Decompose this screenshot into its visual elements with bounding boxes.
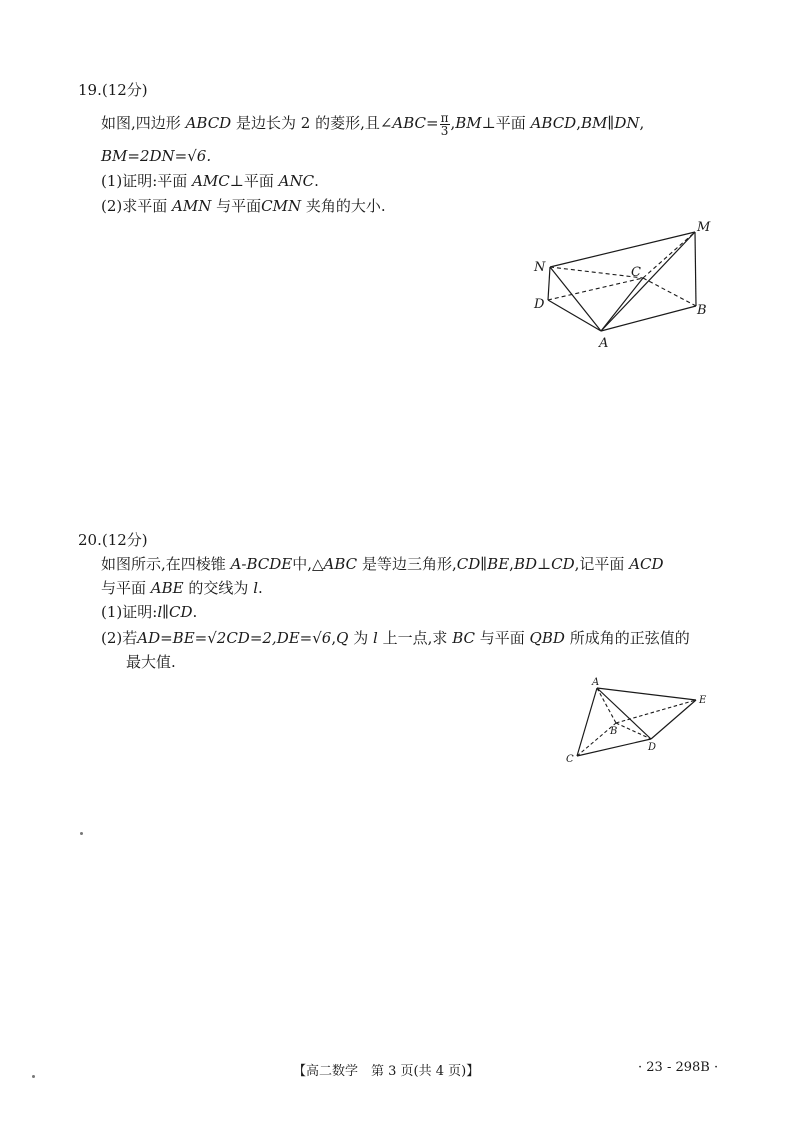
q19-condition: BM=2DN=√6. [101,147,212,165]
q20-math: CD [551,555,575,573]
q19-part2-label: (2)求平面 [101,197,168,215]
q20-text: 与平面 [479,629,525,647]
q19-part2 [101,196,386,216]
q20-part2-cont [126,652,176,672]
q19-math: ANC [278,172,315,190]
edge-DN [548,267,550,300]
footer-doc-code: · 23 - 298B · [638,1060,719,1075]
fraction-denominator: 3 [440,123,449,138]
label-A: A [592,677,600,688]
q20-text: 上一点,求 [382,629,448,647]
q19-header [78,80,148,100]
q20-text: 与平面 [101,579,147,597]
footer-course: 【高二数学 第 3 页(共 4 页)】 [293,1064,480,1079]
q19-text: . [314,172,319,190]
q20-header [78,530,148,550]
q20-number: 20. [78,531,102,549]
q20-math: BC [452,629,475,647]
edge-CD [577,739,651,756]
label-M: M [697,220,711,235]
label-B: B [697,303,707,318]
pi-over-3-fraction [440,112,450,137]
q20-part2 [101,628,690,648]
scan-speck [32,1075,35,1078]
q19-math: BM [455,114,482,132]
q20-points: (12分) [101,531,148,549]
edge-AC [601,278,643,331]
q19-text: , [450,114,456,132]
q19-math: AMN [172,197,212,215]
q20-figure [560,672,720,772]
q20-math: ⊥ [537,555,552,573]
edge-BA [601,306,696,331]
q20-math: A-BCDE [230,555,293,573]
q20-math: CD [456,555,481,573]
label-A: A [599,336,609,351]
q19-math: DN [614,114,640,132]
edge-AD [548,300,601,331]
q20-text: 如图所示,在四棱锥 [101,555,226,573]
edge-NM [550,232,695,267]
label-D: D [534,297,545,312]
q20-text: , [331,629,337,647]
edge-AE [597,688,696,700]
edge-AM [601,232,695,331]
footer-course-info [293,1060,479,1079]
q20-text: ,记平面 [574,555,625,573]
edge-AD [597,688,651,739]
q19-text: , [639,114,645,132]
q19-math: ABC [392,114,427,132]
q19-math: CMN [261,197,302,215]
q19-figure [520,210,720,360]
q20-text: , [509,555,514,573]
edge-MB [695,232,696,306]
q19-math: ABCD [530,114,577,132]
q20-part1 [101,602,197,622]
label-N: N [534,260,546,275]
q20-math: Q [336,629,349,647]
q20-math: l [253,579,258,597]
q20-text: 是等边三角形, [361,555,457,573]
q19-number: 19. [78,81,102,99]
hidden-edge-CB [643,278,696,306]
q20-line2 [101,578,263,598]
q20-line1 [101,554,664,574]
q20-math: AD=BE=√2CD=2,DE=√6 [137,629,332,647]
q19-text: 是边长为 2 的菱形,且∠ [235,114,393,132]
q20-math: ∥ [480,555,488,573]
scan-speck [80,832,83,835]
edge-NA [550,267,601,331]
q19-points: (12分) [101,81,148,99]
q20-math: ACD [629,555,664,573]
q20-math: ABC [323,555,358,573]
label-C: C [566,754,574,765]
label-D: D [648,742,657,753]
q20-math: ABE [150,579,184,597]
q20-text: 所成角的正弦值的 [569,629,690,647]
q19-text: ⊥平面 [481,114,526,132]
label-E: E [699,695,707,706]
q20-text: . [192,603,198,621]
footer-code [638,1060,718,1075]
hidden-edge-BE [616,700,696,723]
q19-math: = [426,114,439,132]
q19-text: 如图,四边形 [101,114,181,132]
q19-text: 与平面 [216,197,262,215]
q19-math: BM [580,114,608,132]
label-B: B [610,726,618,737]
q20-text: . [258,579,263,597]
q20-text: 最大值. [126,653,176,671]
q19-line2 [101,146,211,166]
q19-text: ⊥平面 [229,172,274,190]
hidden-edge-NC [550,267,643,278]
hidden-edge-CM [643,232,695,278]
q19-math: ∥ [607,114,615,132]
hidden-edge-BD [616,723,651,739]
edge-DE [651,700,696,739]
q19-math: AMC [192,172,230,190]
q20-text: 的交线为 [188,579,249,597]
q19-part1-label: (1)证明:平面 [101,172,188,190]
q20-part2-label: (2)若 [101,629,138,647]
q19-math: ABCD [185,114,232,132]
q19-part1 [101,171,319,191]
q19-text: , [576,114,581,132]
q20-part1-label: (1)证明: [101,603,158,621]
fraction-numerator: π [440,110,449,125]
q20-math: BD [513,555,537,573]
label-C: C [631,265,641,280]
q20-text: 为 [353,629,369,647]
hidden-edge-AB [597,688,616,723]
q20-text: 中,△ [292,555,324,573]
q20-math: l [373,629,378,647]
q19-text: 夹角的大小. [305,197,386,215]
q20-math: l∥CD [157,603,193,621]
q20-math: QBD [529,629,565,647]
q19-line1 [101,110,644,137]
edge-AC [577,688,597,756]
q20-math: BE [487,555,510,573]
